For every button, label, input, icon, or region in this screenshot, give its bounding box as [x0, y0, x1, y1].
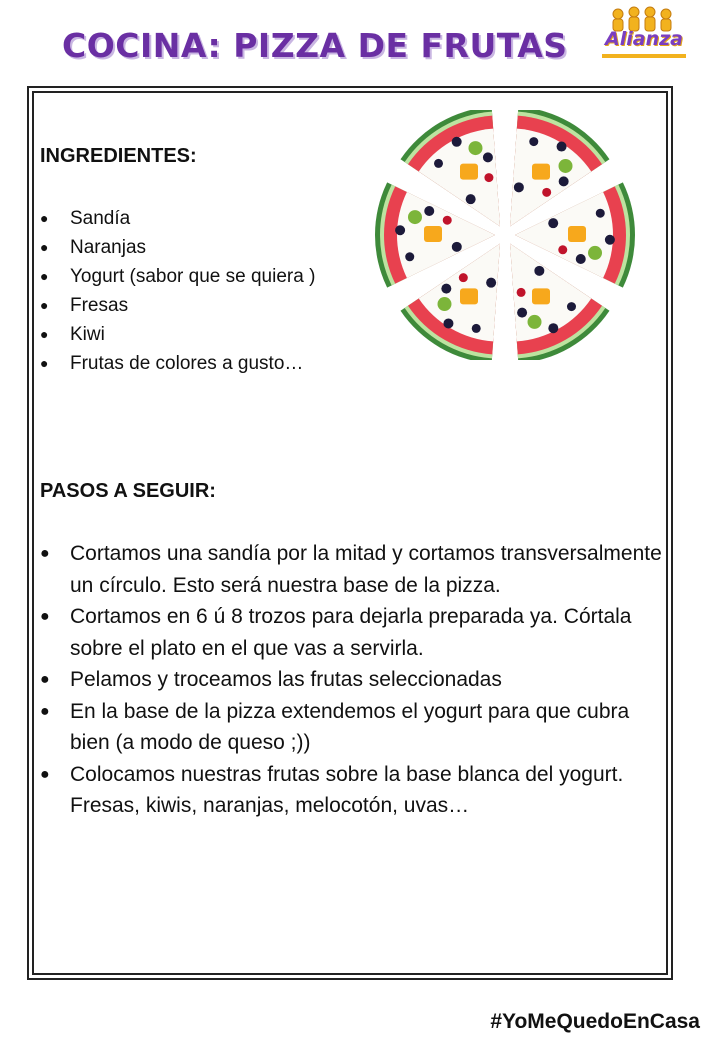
bullet-icon: ● [40, 326, 49, 342]
list-item: ● Kiwi [40, 320, 315, 349]
page-title: COCINA: PIZZA DE FRUTAS [62, 26, 568, 65]
list-item: ● Pelamos y troceamos las frutas seleccionadas [40, 664, 665, 696]
bullet-icon: ● [40, 765, 50, 783]
alianza-logo [598, 6, 690, 66]
list-item: ● Fresas [40, 291, 315, 320]
bullet-icon: ● [40, 355, 49, 371]
bullet-icon: ● [40, 671, 50, 688]
list-item: ● Frutas de colores a gusto… [40, 349, 315, 378]
list-item: ● Naranjas [40, 233, 315, 262]
list-item: ● Sandía [40, 204, 315, 233]
ingredients-list [40, 204, 315, 378]
bullet-icon: ● [40, 239, 49, 255]
bullet-icon: ● [40, 702, 50, 720]
bullet-icon: ● [40, 268, 49, 284]
steps-heading: PASOS A SEGUIR: [40, 480, 216, 502]
bullet-icon: ● [40, 210, 49, 226]
list-item: ● Yogurt (sabor que se quiera ) [40, 262, 315, 291]
fruit-pizza-photo [350, 110, 660, 360]
ingredients-heading: INGREDIENTES: [40, 145, 197, 167]
bullet-icon: ● [40, 545, 50, 562]
logo-text: Alianza [605, 28, 683, 50]
list-item: ● En la base de la pizza extendemos el yogurt para que cubra bien (a modo de queso ;)) [40, 696, 665, 759]
bullet-icon: ● [40, 608, 50, 625]
hashtag: #YoMeQuedoEnCasa [490, 1010, 700, 1033]
steps-list [40, 538, 665, 822]
list-item: ● Colocamos nuestras frutas sobre la base blanca del yogurt. Fresas, kiwis, naranjas, melocotón, uvas… [40, 759, 665, 822]
list-item: ● Cortamos una sandía por la mitad y cortamos transversalmente un círculo. Esto será nuestra base de la pizza. [40, 538, 665, 601]
list-item: ● Cortamos en 6 ú 8 trozos para dejarla preparada ya. Córtala sobre el plato en el que vas a servirla. [40, 601, 665, 664]
bullet-icon: ● [40, 297, 49, 313]
